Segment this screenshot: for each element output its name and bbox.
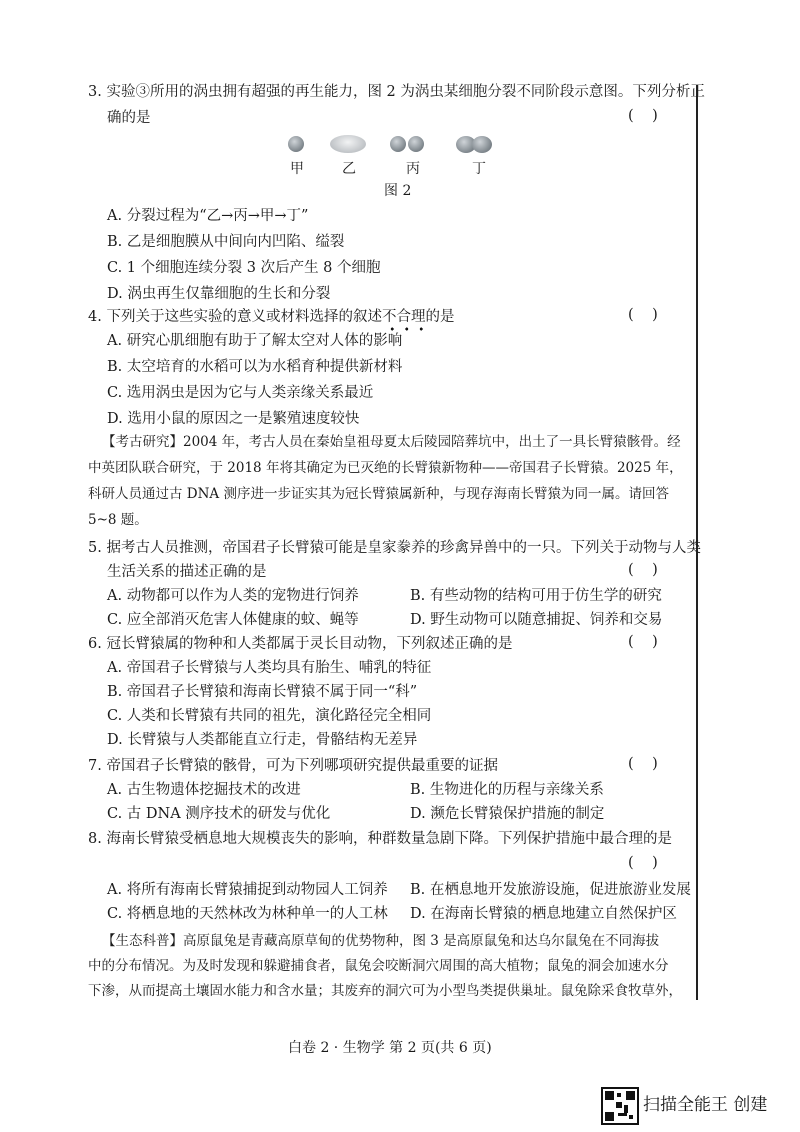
q3-option-d: D. 涡虫再生仅靠细胞的生长和分裂 xyxy=(107,286,331,302)
q4-stem xyxy=(88,307,454,327)
q5-stem-line1: 5. 据考古人员推测，帝国君子长臂猿可能是皇家豢养的珍禽异兽中的一只。下列关于动物与人类 xyxy=(88,540,701,556)
q7-option-b: B. 生物进化的历程与亲缘关系 xyxy=(410,782,604,798)
q4-option-d: D. 选用小鼠的原因之一是繁殖速度较快 xyxy=(107,411,360,427)
shengtai-line3: 下渗，从而提高土壤固水能力和含水量；其废弃的洞穴可为小型鸟类提供巢址。鼠兔除采食牧草外， xyxy=(88,983,682,999)
q4-option-a: A. 研究心肌细胞有助于了解太空对人体的影响 xyxy=(107,333,403,349)
q3-stem-line2: 确的是 xyxy=(107,110,151,126)
cell-jia xyxy=(288,136,304,152)
figure-label-ding: 丁 xyxy=(472,161,486,177)
q5-answer-paren: ( ) xyxy=(628,562,658,578)
q6-option-a: A. 帝国君子长臂猿与人类均具有胎生、哺乳的特征 xyxy=(107,660,432,676)
figure-caption: 图 2 xyxy=(384,183,412,199)
q7-option-c: C. 古 DNA 测序技术的研发与优化 xyxy=(107,806,331,822)
q5-option-c: C. 应全部消灭危害人体健康的蚊、蝇等 xyxy=(107,612,359,628)
q7-option-d: D. 濒危长臂猿保护措施的制定 xyxy=(410,806,605,822)
figure-2 xyxy=(280,132,520,202)
page-footer: 白卷 2 · 生物学 第 2 页(共 6 页) xyxy=(288,1040,492,1056)
figure-label-yi: 乙 xyxy=(342,161,356,177)
qr-code-icon xyxy=(601,1087,639,1125)
shengtai-line2: 中的分布情况。为及时发现和躲避捕食者，鼠兔会咬断洞穴周围的高大植物；鼠兔的洞会加速水分 xyxy=(88,958,669,974)
q4-option-c: C. 选用涡虫是因为它与人类亲缘关系最近 xyxy=(107,385,374,401)
q7-answer-paren: ( ) xyxy=(628,756,658,772)
q3-answer-paren: ( ) xyxy=(628,108,658,124)
kaogu-line2: 中英团队联合研究，于 2018 年将其确定为已灭绝的长臂猿新物种——帝国君子长臂猿。2025 年， xyxy=(88,460,683,476)
q5-stem-line2: 生活关系的描述正确的是 xyxy=(107,564,267,580)
cell-ding-right xyxy=(472,136,492,153)
cell-bing-right xyxy=(408,136,424,152)
q6-answer-paren: ( ) xyxy=(628,634,658,650)
q6-option-d: D. 长臂猿与人类都能直立行走，骨骼结构无差异 xyxy=(107,732,418,748)
q4-stem-tail: 的是 xyxy=(425,309,455,325)
q7-stem: 7. 帝国君子长臂猿的骸骨，可为下列哪项研究提供最重要的证据 xyxy=(88,758,498,774)
q4-option-b: B. 太空培育的水稻可以为水稻育种提供新材料 xyxy=(107,359,403,375)
q4-stem-emphasis: 不合理 xyxy=(381,309,426,325)
q6-option-c: C. 人类和长臂猿有共同的祖先，演化路径完全相同 xyxy=(107,708,432,724)
q8-answer-paren: ( ) xyxy=(628,855,658,871)
scanner-watermark: 扫描全能王 创建 xyxy=(643,1095,768,1115)
figure-label-jia: 甲 xyxy=(290,161,304,177)
cell-yi xyxy=(330,135,366,153)
kaogu-line1: 【考古研究】2004 年，考古人员在秦始皇祖母夏太后陵园陪葬坑中，出土了一具长臂猿骸骨。经 xyxy=(102,434,681,450)
q8-option-a: A. 将所有海南长臂猿捕捉到动物园人工饲养 xyxy=(107,882,388,898)
q6-option-b: B. 帝国君子长臂猿和海南长臂猿不属于同一“科” xyxy=(107,684,418,700)
q3-option-a: A. 分裂过程为“乙→丙→甲→丁” xyxy=(107,208,309,224)
q8-option-b: B. 在栖息地开发旅游设施，促进旅游业发展 xyxy=(410,882,691,898)
q5-option-a: A. 动物都可以作为人类的宠物进行饲养 xyxy=(107,588,359,604)
q4-answer-paren: ( ) xyxy=(628,307,658,323)
q8-option-d: D. 在海南长臂猿的栖息地建立自然保护区 xyxy=(410,906,677,922)
q4-stem-text: 4. 下列关于这些实验的意义或材料选择的叙述 xyxy=(88,309,382,325)
q3-option-b: B. 乙是细胞膜从中间向内凹陷、缢裂 xyxy=(107,234,345,250)
kaogu-line4: 5~8 题。 xyxy=(88,512,148,528)
q5-option-d: D. 野生动物可以随意捕捉、饲养和交易 xyxy=(410,612,663,628)
q7-option-a: A. 古生物遗体挖掘技术的改进 xyxy=(107,782,301,798)
q3-stem-line1: 3. 实验③所用的涡虫拥有超强的再生能力，图 2 为涡虫某细胞分裂不同阶段示意图。下列分析正 xyxy=(88,84,705,100)
q8-option-c: C. 将栖息地的天然林改为林种单一的人工林 xyxy=(107,906,388,922)
shengtai-line1: 【生态科普】高原鼠兔是青藏高原草甸的优势物种，图 3 是高原鼠兔和达乌尔鼠兔在不同海拔 xyxy=(102,933,660,949)
q3-option-c: C. 1 个细胞连续分裂 3 次后产生 8 个细胞 xyxy=(107,260,381,276)
figure-label-bing: 丙 xyxy=(406,161,420,177)
cell-bing-left xyxy=(390,136,406,152)
q5-option-b: B. 有些动物的结构可用于仿生学的研究 xyxy=(410,588,662,604)
kaogu-line3: 科研人员通过古 DNA 测序进一步证实其为冠长臂猿属新种，与现存海南长臂猿为同一属。请回答 xyxy=(88,486,669,502)
q8-stem: 8. 海南长臂猿受栖息地大规模丧失的影响，种群数量急剧下降。下列保护措施中最合理的是 xyxy=(88,831,672,847)
q6-stem: 6. 冠长臂猿属的物种和人类都属于灵长目动物，下列叙述正确的是 xyxy=(88,636,513,652)
